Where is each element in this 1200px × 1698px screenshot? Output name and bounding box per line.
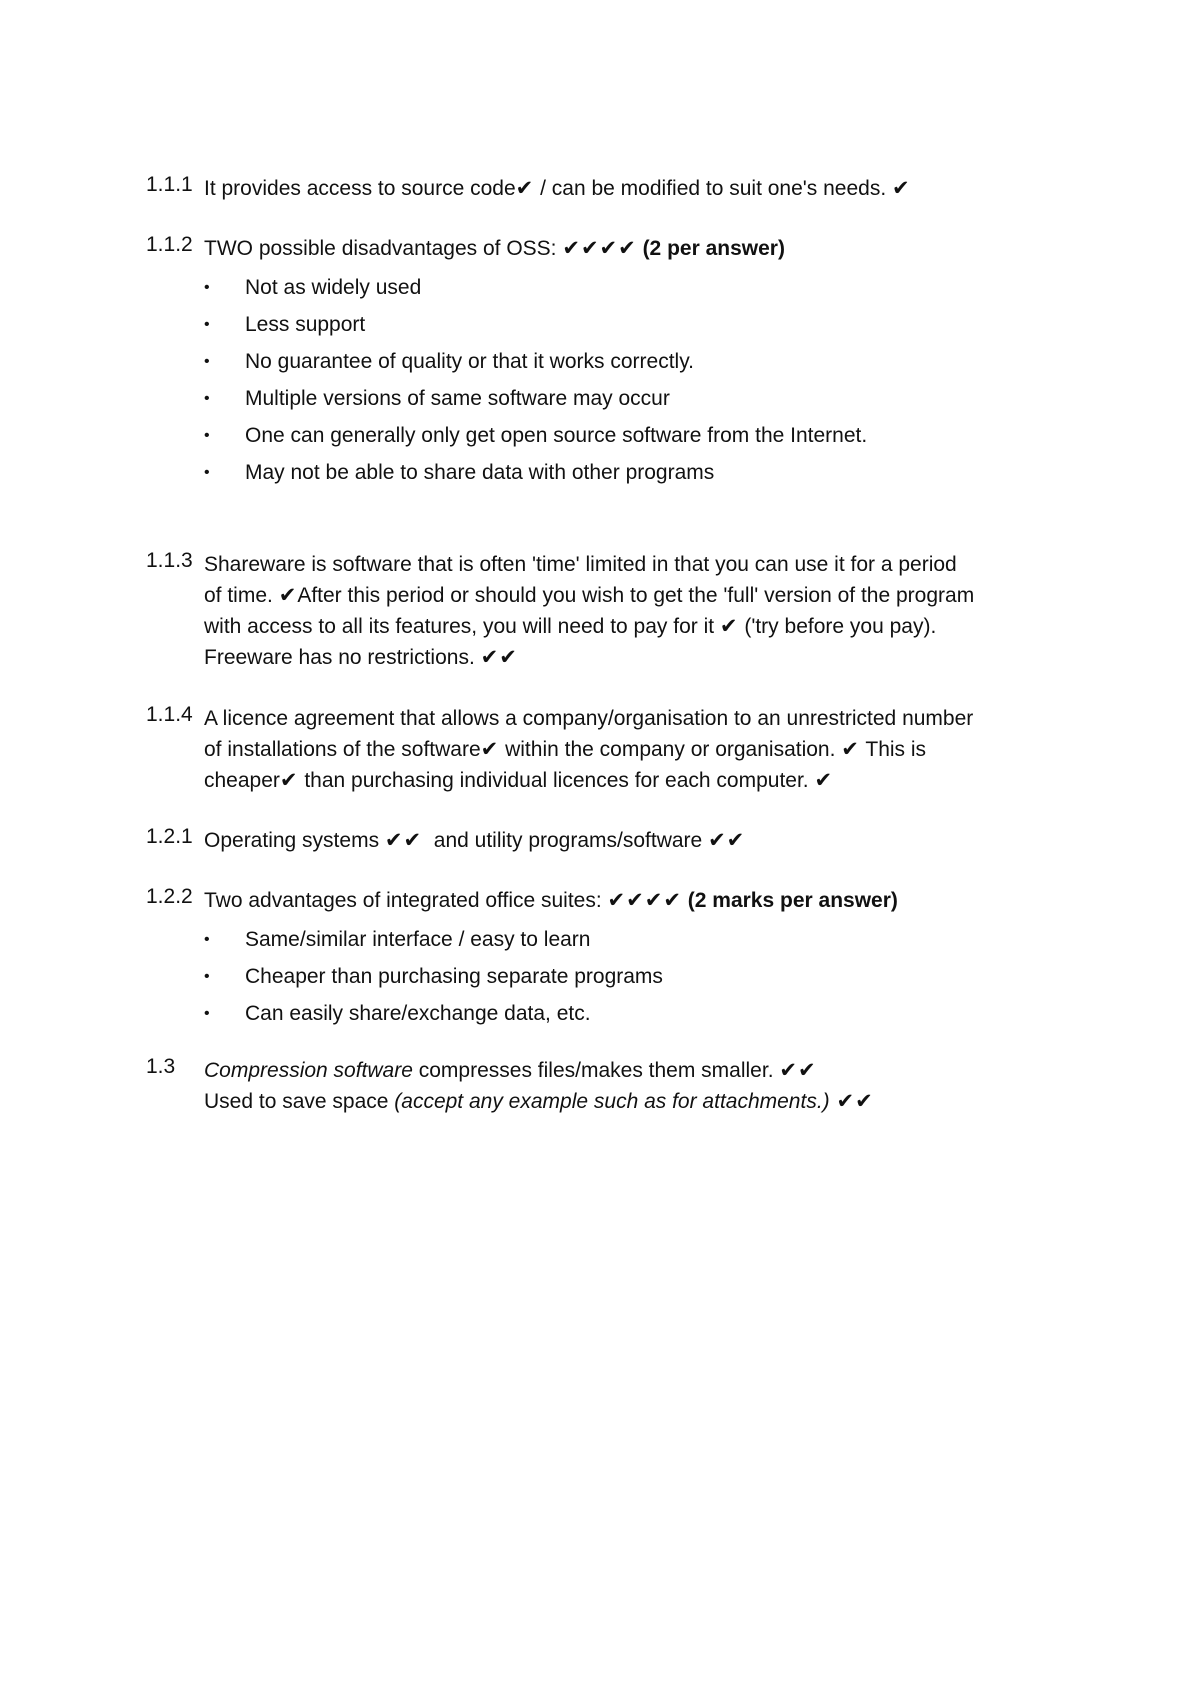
question-number: 1.1.3: [146, 549, 193, 572]
bullet: •: [204, 464, 210, 481]
answer-line: Two advantages of integrated office suites: ✔✔✔✔ (2 marks per answer): [204, 889, 898, 912]
answer-1-1-2: [146, 233, 1046, 491]
answer-line: TWO possible disadvantages of OSS: ✔✔✔✔ (2 per answer): [204, 237, 785, 260]
list-item: • Less support: [146, 306, 1046, 343]
list-item: • Same/similar interface / easy to learn: [146, 921, 1046, 958]
tick-mark: ✔: [480, 738, 500, 761]
bullet: •: [204, 279, 210, 296]
tick-mark: ✔✔: [384, 829, 423, 852]
answer-line: with access to all its features, you will need to pay for it ✔ ('try before you pay).: [204, 615, 937, 638]
question-number: 1.2.1: [146, 825, 193, 848]
question-number: 1.1.2: [146, 233, 193, 256]
answer-line: Shareware is software that is often 'time' limited in that you can use it for a period: [204, 553, 957, 576]
tick-mark: ✔: [515, 177, 535, 200]
answer-line: Freeware has no restrictions. ✔✔: [204, 646, 518, 669]
tick-mark: ✔: [279, 769, 299, 792]
list-item: • Multiple versions of same software may occur: [146, 380, 1046, 417]
list-item: • Can easily share/exchange data, etc.: [146, 995, 1046, 1032]
question-number: 1.2.2: [146, 885, 193, 908]
bullet: •: [204, 931, 210, 948]
tick-mark: ✔✔: [480, 646, 518, 669]
bullet: •: [204, 427, 210, 444]
tick-mark: ✔✔: [779, 1059, 817, 1082]
tick-mark: ✔✔✔✔: [562, 237, 637, 260]
answer-1-2-1: [146, 825, 1046, 856]
tick-mark: ✔: [892, 177, 911, 200]
list-item: • Cheaper than purchasing separate programs: [146, 958, 1046, 995]
bullet: •: [204, 1005, 210, 1022]
tick-mark: ✔✔✔✔: [607, 889, 682, 912]
question-number: 1.1.1: [146, 173, 193, 196]
tick-mark: ✔✔: [708, 829, 746, 852]
answer-line: Operating systems ✔✔ and utility programs/software ✔✔: [204, 829, 746, 852]
list-item: • One can generally only get open source software from the Internet.: [146, 417, 1046, 454]
answer-line: Compression software compresses files/makes them smaller. ✔✔: [204, 1059, 817, 1082]
answer-line: of installations of the software✔ within the company or organisation. ✔ This is: [204, 738, 927, 761]
bullet: •: [204, 316, 210, 333]
marks-note: (2 marks per answer): [681, 889, 898, 912]
answer-1-2-2: [146, 885, 1046, 1032]
disadvantages-list: [146, 269, 1046, 491]
answer-1-3: [146, 1055, 1046, 1117]
tick-mark: ✔: [814, 769, 834, 792]
answer-line: of time. ✔After this period or should you wish to get the 'full' version of the program: [204, 584, 975, 607]
bullet: •: [204, 968, 210, 985]
question-number: 1.1.4: [146, 703, 193, 726]
tick-mark: ✔: [278, 584, 298, 607]
answer-1-1-4: [146, 703, 1046, 796]
list-item: • May not be able to share data with other programs: [146, 454, 1046, 491]
bullet: •: [204, 353, 210, 370]
marks-note: (2 per answer): [636, 237, 785, 260]
answer-line: A licence agreement that allows a company/organisation to an unrestricted number: [204, 707, 974, 730]
advantages-list: [146, 921, 1046, 1032]
question-number: 1.3: [146, 1055, 176, 1078]
tick-mark: ✔: [841, 738, 860, 761]
answer-line: It provides access to source code✔ / can be modified to suit one's needs. ✔: [204, 177, 911, 200]
answer-line: cheaper✔ than purchasing individual licences for each computer. ✔: [204, 769, 834, 792]
answer-line: Used to save space (accept any example such as for attachments.) ✔✔: [204, 1090, 874, 1113]
answer-1-1-3: [146, 549, 1046, 673]
answer-1-1-1: [146, 173, 1046, 204]
list-item: • No guarantee of quality or that it works correctly.: [146, 343, 1046, 380]
tick-mark: ✔✔: [829, 1090, 874, 1113]
bullet: •: [204, 390, 210, 407]
list-item: • Not as widely used: [146, 269, 1046, 306]
tick-mark: ✔: [719, 615, 739, 638]
